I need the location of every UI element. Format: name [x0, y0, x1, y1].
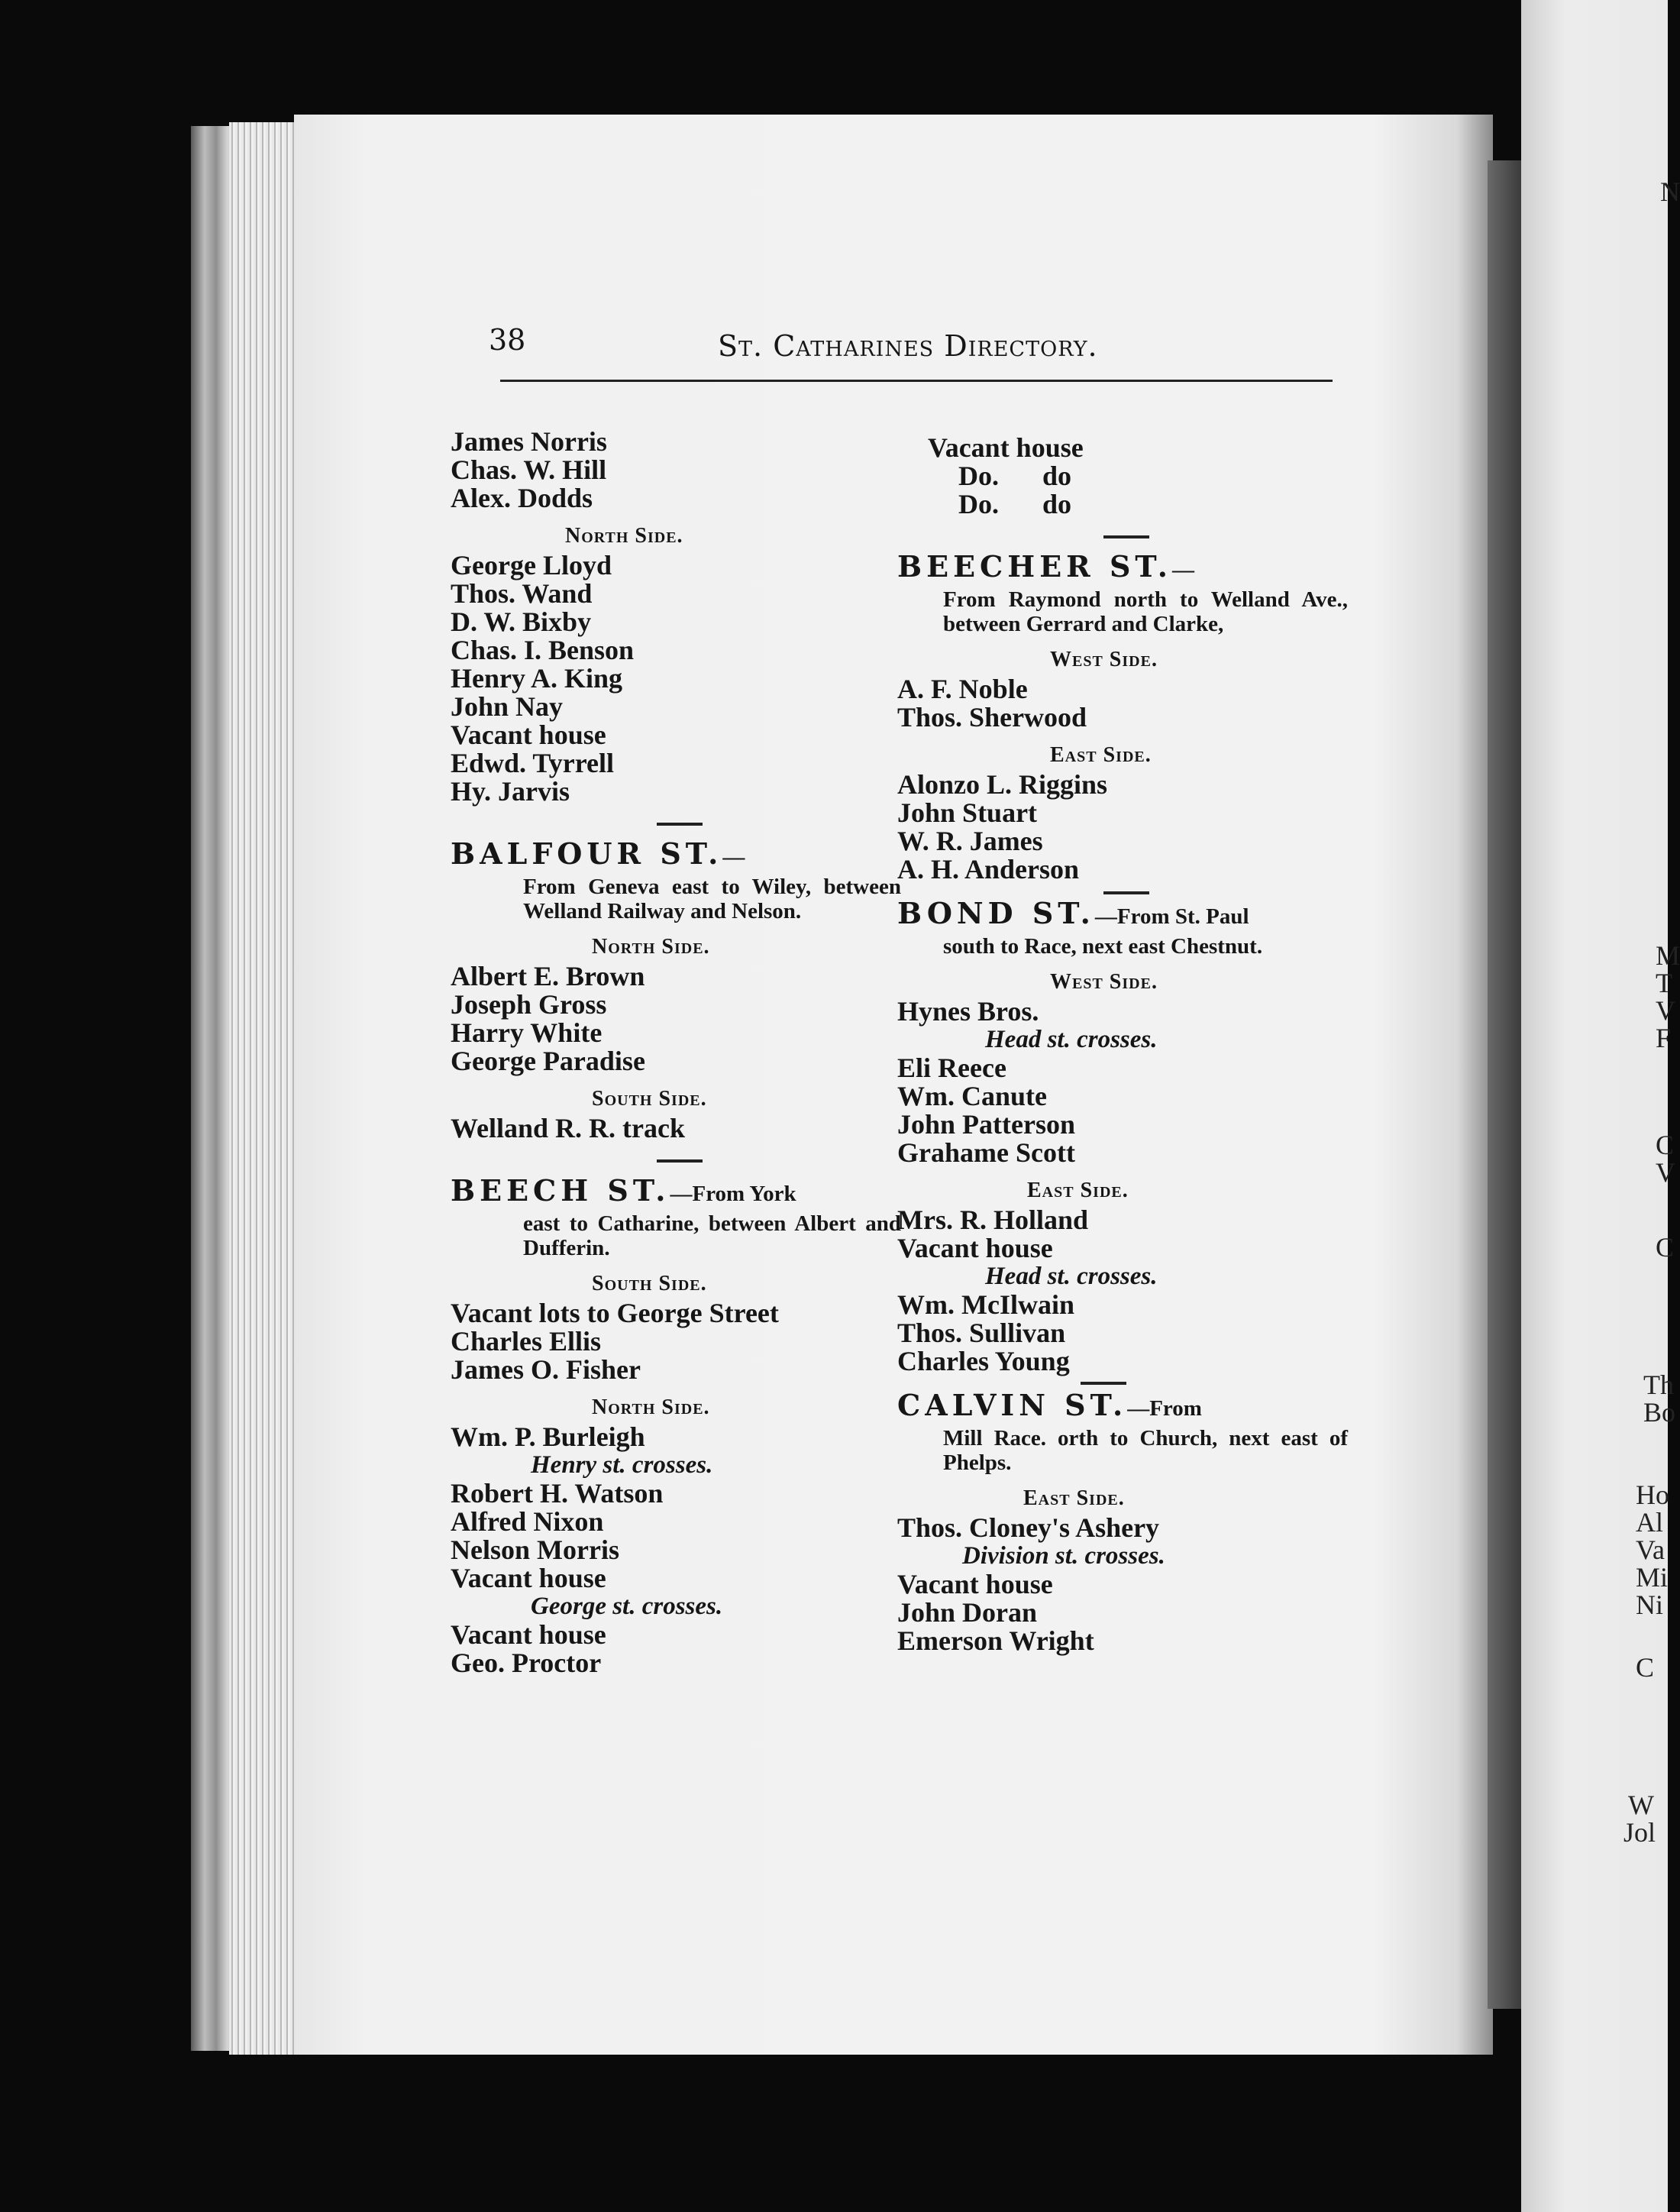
fragment-text: C: [1656, 1130, 1675, 1160]
side-heading: North Side.: [592, 1395, 710, 1419]
street-dash: —: [1172, 558, 1195, 582]
street-heading-beecher: [897, 549, 1348, 587]
list-item: George Paradise: [451, 1046, 645, 1076]
list-item: George Lloyd: [451, 550, 612, 580]
list-item: Thos. Wand: [451, 578, 593, 609]
fragment-text: Bo: [1643, 1397, 1676, 1428]
list-item: James O. Fisher: [451, 1354, 641, 1385]
street-description-lead: —From St. Paul: [1094, 904, 1249, 929]
list-item: Thos. Cloney's Ashery: [897, 1512, 1160, 1543]
fragment-text: V: [1656, 1157, 1675, 1188]
side-heading: East Side.: [1050, 743, 1152, 767]
list-item: D. W. Bixby: [451, 606, 592, 637]
list-item: James Norris: [451, 426, 607, 457]
street-heading-calvin: [897, 1388, 1348, 1426]
list-item: Wm. P. Burleigh: [451, 1421, 645, 1452]
side-heading: East Side.: [1023, 1486, 1125, 1510]
list-item-ditto: [897, 490, 1348, 519]
list-item: Alonzo L. Riggins: [897, 769, 1108, 800]
list-item: Vacant house: [451, 720, 606, 750]
list-item: John Patterson: [897, 1109, 1075, 1140]
section-divider: [1103, 891, 1149, 894]
ditto-mark: do: [1042, 489, 1072, 519]
street-name: CALVIN ST.: [897, 1388, 1128, 1422]
section-divider: [1103, 535, 1149, 538]
fragment-text: V: [1656, 995, 1675, 1026]
list-item: Mrs. R. Holland: [897, 1205, 1089, 1235]
list-item: Thos. Sullivan: [897, 1318, 1066, 1348]
street-dash: —: [722, 845, 745, 869]
page-title: St. Catharines Directory.: [718, 329, 1098, 363]
section-divider: [1081, 1382, 1126, 1385]
list-item: Chas. W. Hill: [451, 454, 607, 485]
list-item: Alfred Nixon: [451, 1506, 604, 1537]
street-description: From Raymond north to Welland Ave., between Gerrard and Clarke,: [943, 587, 1348, 636]
side-heading: South Side.: [592, 1087, 707, 1111]
list-item: Harry White: [451, 1017, 603, 1048]
list-item: Charles Young: [897, 1346, 1070, 1376]
list-item: Chas. I. Benson: [451, 635, 635, 665]
fragment-text: Ho: [1636, 1480, 1669, 1510]
list-item: Wm. Canute: [897, 1081, 1047, 1111]
list-item: Robert H. Watson: [451, 1478, 664, 1509]
fragment-text: Ni: [1636, 1589, 1663, 1620]
fragment-text: N: [1660, 176, 1680, 207]
list-item: W. R. James: [897, 826, 1043, 856]
page-header: [489, 323, 1336, 369]
fragment-text: M: [1656, 940, 1680, 971]
list-item: Hynes Bros.: [897, 996, 1039, 1027]
side-heading: West Side.: [1050, 648, 1158, 671]
street-description: Mill Race. orth to Church, next east of Phelps.: [943, 1426, 1348, 1475]
fragment-text: Th: [1643, 1370, 1674, 1400]
street-name: BEECHER ST.: [897, 549, 1173, 584]
street-description-lead: —From York: [670, 1182, 796, 1206]
list-item: Vacant house: [451, 1563, 606, 1593]
cross-street-note: George st. crosses.: [531, 1593, 723, 1620]
fragment-text: Mi: [1636, 1562, 1669, 1593]
list-item: Nelson Morris: [451, 1534, 619, 1565]
fragment-text: C: [1656, 1232, 1675, 1263]
list-item: Vacant house: [928, 432, 1084, 463]
cross-street-note: Head st. crosses.: [985, 1026, 1158, 1053]
fragment-text: F: [1656, 1023, 1672, 1053]
fragment-text: W: [1628, 1790, 1654, 1820]
adjacent-page-fragment: [1521, 0, 1680, 2212]
list-item: Welland R. R. track: [451, 1113, 686, 1143]
ditto-mark: Do.: [958, 489, 999, 519]
page-edges: [229, 122, 298, 2055]
list-item: Vacant house: [451, 1619, 606, 1650]
list-item: John Stuart: [897, 797, 1038, 828]
list-item: Hy. Jarvis: [451, 776, 570, 807]
street-description: From Geneva east to Wiley, between Welland Railway and Nelson.: [523, 875, 901, 923]
street-heading-bond: [897, 896, 1348, 934]
list-item: Vacant lots to George Street: [451, 1298, 779, 1328]
right-column: [897, 434, 1348, 1655]
section-divider: [657, 823, 703, 826]
list-item: Albert E. Brown: [451, 961, 645, 991]
fragment-text: T: [1656, 968, 1672, 998]
fragment-text: Al: [1636, 1507, 1663, 1538]
list-item: A. H. Anderson: [897, 854, 1080, 884]
fragment-text: Jol: [1623, 1817, 1656, 1848]
list-item: A. F. Noble: [897, 674, 1028, 704]
street-description: east to Catharine, between Albert and Dufferin.: [523, 1211, 901, 1260]
list-item: Emerson Wright: [897, 1625, 1094, 1656]
section-divider: [657, 1159, 703, 1163]
street-name: BOND ST.: [897, 896, 1095, 930]
cross-street-note: Head st. crosses.: [985, 1263, 1158, 1290]
list-item: Alex. Dodds: [451, 483, 593, 513]
list-item: Charles Ellis: [451, 1326, 602, 1357]
list-item: Eli Reece: [897, 1053, 1006, 1083]
fragment-text: Va: [1636, 1534, 1665, 1565]
list-item: John Nay: [451, 691, 564, 722]
list-item-ditto: [897, 462, 1348, 490]
street-description: south to Race, next east Chestnut.: [943, 934, 1263, 959]
cross-street-note: Division st. crosses.: [962, 1542, 1165, 1570]
list-item: Geo. Proctor: [451, 1648, 602, 1678]
list-item: Grahame Scott: [897, 1137, 1075, 1168]
street-name: BALFOUR ST.: [451, 836, 723, 871]
list-item: Henry A. King: [451, 663, 623, 694]
page-gutter-shadow: [1488, 160, 1522, 2009]
ditto-mark: do: [1042, 461, 1072, 491]
list-item: Edwd. Tyrrell: [451, 748, 615, 778]
list-item: Joseph Gross: [451, 989, 607, 1020]
list-item: Thos. Sherwood: [897, 702, 1087, 732]
fragment-text: C: [1636, 1652, 1655, 1683]
side-heading: West Side.: [1050, 970, 1158, 994]
street-heading-balfour: [451, 836, 901, 875]
left-column: [451, 428, 901, 1677]
list-item: John Doran: [897, 1597, 1038, 1628]
side-heading: North Side.: [592, 935, 710, 959]
list-item: Vacant house: [897, 1569, 1053, 1599]
street-heading-beech: [451, 1173, 901, 1211]
page-number: 38: [489, 323, 526, 357]
street-description-lead: —From: [1127, 1396, 1202, 1421]
cross-street-note: Henry st. crosses.: [531, 1451, 713, 1479]
side-heading: East Side.: [1027, 1179, 1129, 1202]
side-heading: South Side.: [592, 1272, 707, 1295]
list-item: Vacant house: [897, 1233, 1053, 1263]
side-heading: North Side.: [565, 524, 683, 548]
ditto-mark: Do.: [958, 461, 999, 491]
list-item: Wm. McIlwain: [897, 1289, 1074, 1320]
header-rule: [500, 380, 1333, 382]
street-name: BEECH ST.: [451, 1173, 670, 1208]
